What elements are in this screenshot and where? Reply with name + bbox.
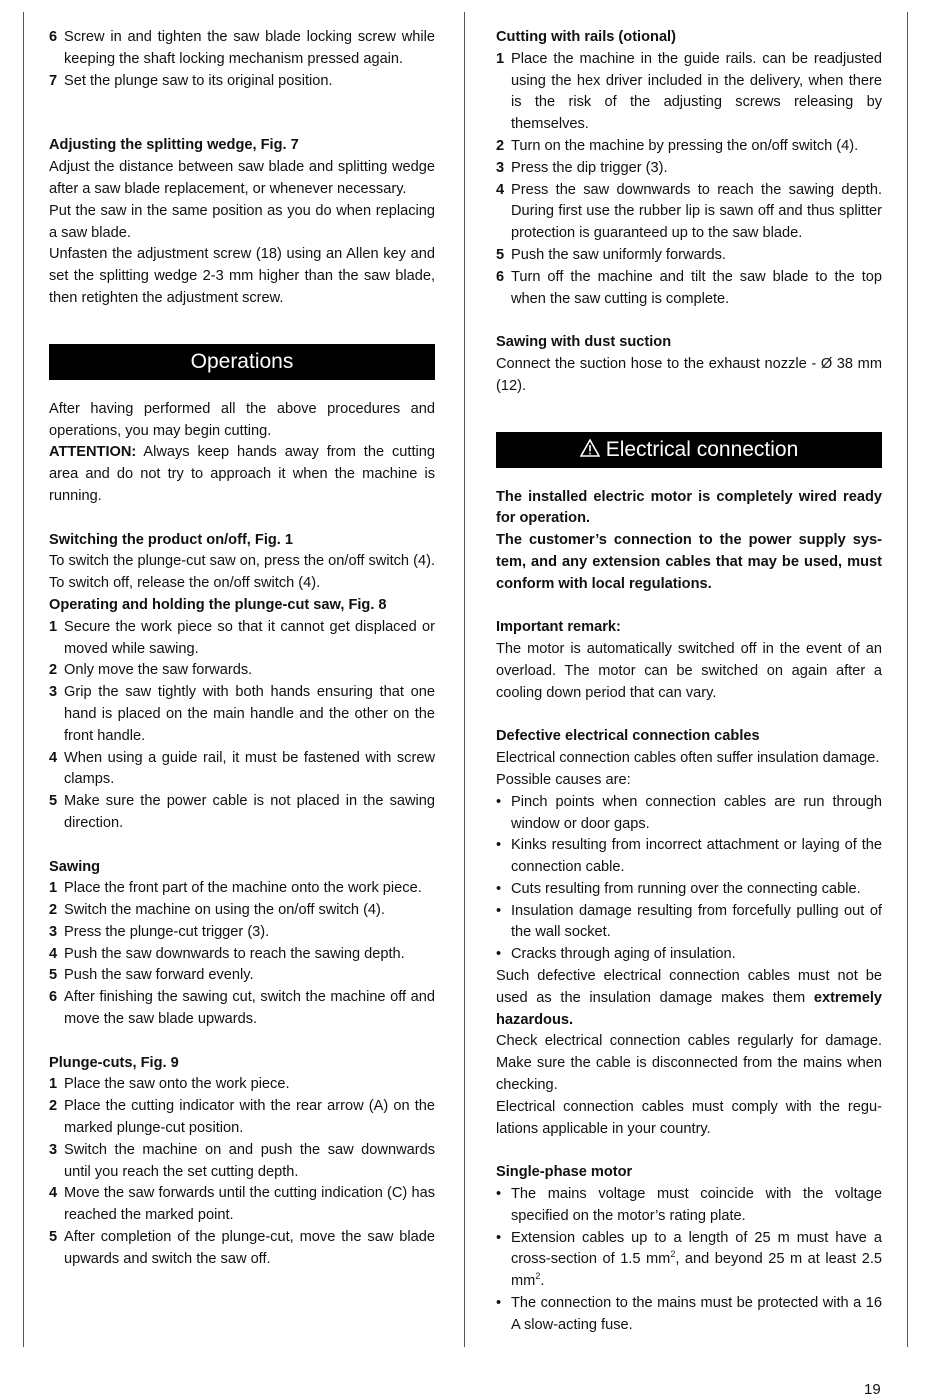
step-item: 3 Grip the saw tightly with both hands ensuring that one hand is placed on the main handle and the other on the front handle. — [49, 684, 435, 744]
step-item: 5 Make sure the power cable is not placed in the sawing direction. — [49, 793, 435, 831]
step-item: 1 Secure the work piece so that it cannot get displaced or moved while sawing. — [49, 618, 435, 657]
attention-paragraph: ATTENTION: Always keep hands away from the cutting area and do not try to approach it when the machine is running. — [49, 444, 435, 504]
check-text: Check electrical connection cables regularly for damage. Make sure the cable is disconnected from the mains when checking. — [496, 1033, 882, 1094]
column-divider-line — [464, 12, 465, 1347]
dust-heading: Sawing with dust suction — [496, 334, 672, 351]
step-item: 6 After finishing the sawing cut, switch the machine off and move the saw blade upwards. — [49, 989, 435, 1028]
electrical-banner-label: Electrical connection — [605, 437, 799, 461]
list-item: • Cuts resulting from running over the connecting cable. — [496, 880, 861, 897]
rails-heading: Cutting with rails (otional) — [496, 29, 676, 45]
list-item: • Kinks resulting from incorrect attachment or laying of the connection cable. — [496, 837, 882, 876]
warning-triangle-icon — [580, 432, 600, 468]
step-item: 5 After completion of the plunge-cut, move the saw blade upwards and switch the saw off. — [49, 1229, 435, 1267]
rails-step-list — [496, 49, 882, 311]
wedge-heading: Adjusting the splitting wedge, Fig. 7 — [49, 137, 299, 154]
electrical-notice: The customer’s connection to the power supply system, and any extension cables that may be used, must conform with local regulations. — [496, 532, 882, 592]
remark-text: The motor is automatically switched off in the event of an overload. The motor can be switched on again after a cooling down period that can vary. — [496, 641, 882, 701]
list-item: • The mains voltage must coincide with the voltage specified on the motor’s rating plate. — [496, 1186, 882, 1224]
remark-heading: Important remark: — [496, 619, 621, 636]
list-item: • Cracks through aging of insulation. — [496, 946, 736, 963]
single-phase-list — [496, 1184, 882, 1337]
step-item: 6 Turn off the machine and tilt the saw blade to the top when the saw cutting is complete. — [496, 268, 882, 307]
step-item: 1 Place the front part of the machine onto the work piece. — [49, 880, 422, 897]
step-item: 7 Set the plunge saw to its original position. — [49, 72, 333, 89]
wedge-step-list — [49, 27, 435, 92]
operating-heading: Operating and holding the plunge-cut saw, Fig. 8 — [49, 596, 387, 613]
step-item: 1 Place the machine in the guide rails. can be readjusted using the hex driver included in the delivery, when there is the risk of the adjusting screws releasing by themselves. — [496, 50, 882, 133]
operations-banner: Operations — [49, 344, 435, 380]
step-item: 4 Move the saw forwards until the cutting indication (C) has reached the marked point. — [49, 1185, 435, 1224]
causes-list — [496, 792, 882, 966]
sawing-step-list — [49, 878, 435, 1031]
dust-text: Connect the suction hose to the exhaust nozzle - Ø 38 mm (12). — [496, 355, 882, 394]
step-item: 4 Press the saw downwards to reach the sawing depth. During first use the rubber lip is sawn off and thus splitter protection is guaranteed up to the saw blade. — [496, 181, 882, 242]
switch-text: To switch the plunge-cut saw on, press the on/off switch (4). To switch off, release the on/off switch (4). — [49, 553, 435, 592]
right-margin-line — [907, 12, 908, 1347]
causes-label: Possible causes are: — [496, 771, 631, 788]
step-item: 6 Screw in and tighten the saw blade locking screw while keeping the shaft locking mechanism pressed again. — [49, 29, 435, 67]
operations-intro: After having performed all the above procedures and operations, you may begin cutting. — [49, 400, 435, 439]
step-item: 2 Turn on the machine by pressing the on/off switch (4). — [496, 137, 859, 154]
step-item: 2 Place the cutting indicator with the rear arrow (A) on the marked plunge-cut position. — [49, 1098, 435, 1137]
wedge-paragraph: Unfasten the adjustment screw (18) using an Allen key and set the splitting wedge 2-3 mm higher than the saw blade, then retighten the adjustment screw. — [49, 246, 435, 306]
check-text: Electrical connection cables must comply with the regulations applicable in your country. — [496, 1098, 882, 1137]
defective-heading: Defective electrical connection cables — [496, 728, 760, 745]
defective-intro: Electrical connection cables often suffer insulation damage. — [496, 750, 880, 767]
left-margin-line — [23, 12, 24, 1347]
right-column — [496, 27, 882, 1337]
plunge-step-list — [49, 1074, 435, 1270]
defective-warning: Such defective electrical connection cables must not be used as the insulation damage makes them extremely hazardous. — [496, 968, 882, 1028]
single-phase-heading: Single-phase motor — [496, 1164, 633, 1181]
operating-step-list — [49, 617, 435, 835]
list-item: • The connection to the mains must be protected with a 16 A slow-acting fuse. — [496, 1295, 882, 1333]
step-item: 5 Push the saw uniformly forwards. — [496, 246, 726, 263]
switch-heading: Switching the product on/off, Fig. 1 — [49, 531, 294, 548]
step-item: 3 Switch the machine on and push the saw downwards until you reach the set cutting depth. — [49, 1141, 435, 1180]
wedge-paragraph: Adjust the distance between saw blade and splitting wedge after a saw blade replacement, or whenever necessary. — [49, 159, 435, 197]
step-item: 4 Push the saw downwards to reach the sawing depth. — [49, 945, 405, 962]
electrical-banner — [496, 432, 882, 468]
step-item: 3 Press the plunge-cut trigger (3). — [49, 923, 270, 940]
sawing-heading: Sawing — [49, 858, 101, 875]
attention-label: ATTENTION: — [49, 444, 137, 461]
wedge-paragraph: Put the saw in the same position as you do when replacing a saw blade. — [49, 202, 435, 241]
electrical-notice: The installed electric motor is completely wired ready for operation. — [496, 488, 882, 527]
list-item: • Extension cables up to a length of 25 m must have a cross-section of 1.5 $mm^2$, and beyond 25 m at least 2.5 $mm^2$. — [496, 1229, 882, 1290]
step-item: 2 Switch the machine on using the on/off switch (4). — [49, 902, 385, 919]
step-item: 1 Place the saw onto the work piece. — [49, 1076, 290, 1093]
step-item: 2 Only move the saw forwards. — [49, 662, 253, 679]
step-item: 3 Press the dip trigger (3). — [496, 159, 668, 176]
page-number: 19 — [864, 1381, 881, 1398]
left-column — [49, 27, 435, 1271]
list-item: • Insulation damage resulting from forcefully pulling out of the wall socket. — [496, 902, 882, 941]
step-item: 4 When using a guide rail, it must be fastened with screw clamps. — [49, 749, 435, 788]
step-item: 5 Push the saw forward evenly. — [49, 967, 254, 984]
plunge-heading: Plunge-cuts, Fig. 9 — [49, 1054, 179, 1071]
list-item: • Pinch points when connection cables are run through window or door gaps. — [496, 793, 882, 832]
